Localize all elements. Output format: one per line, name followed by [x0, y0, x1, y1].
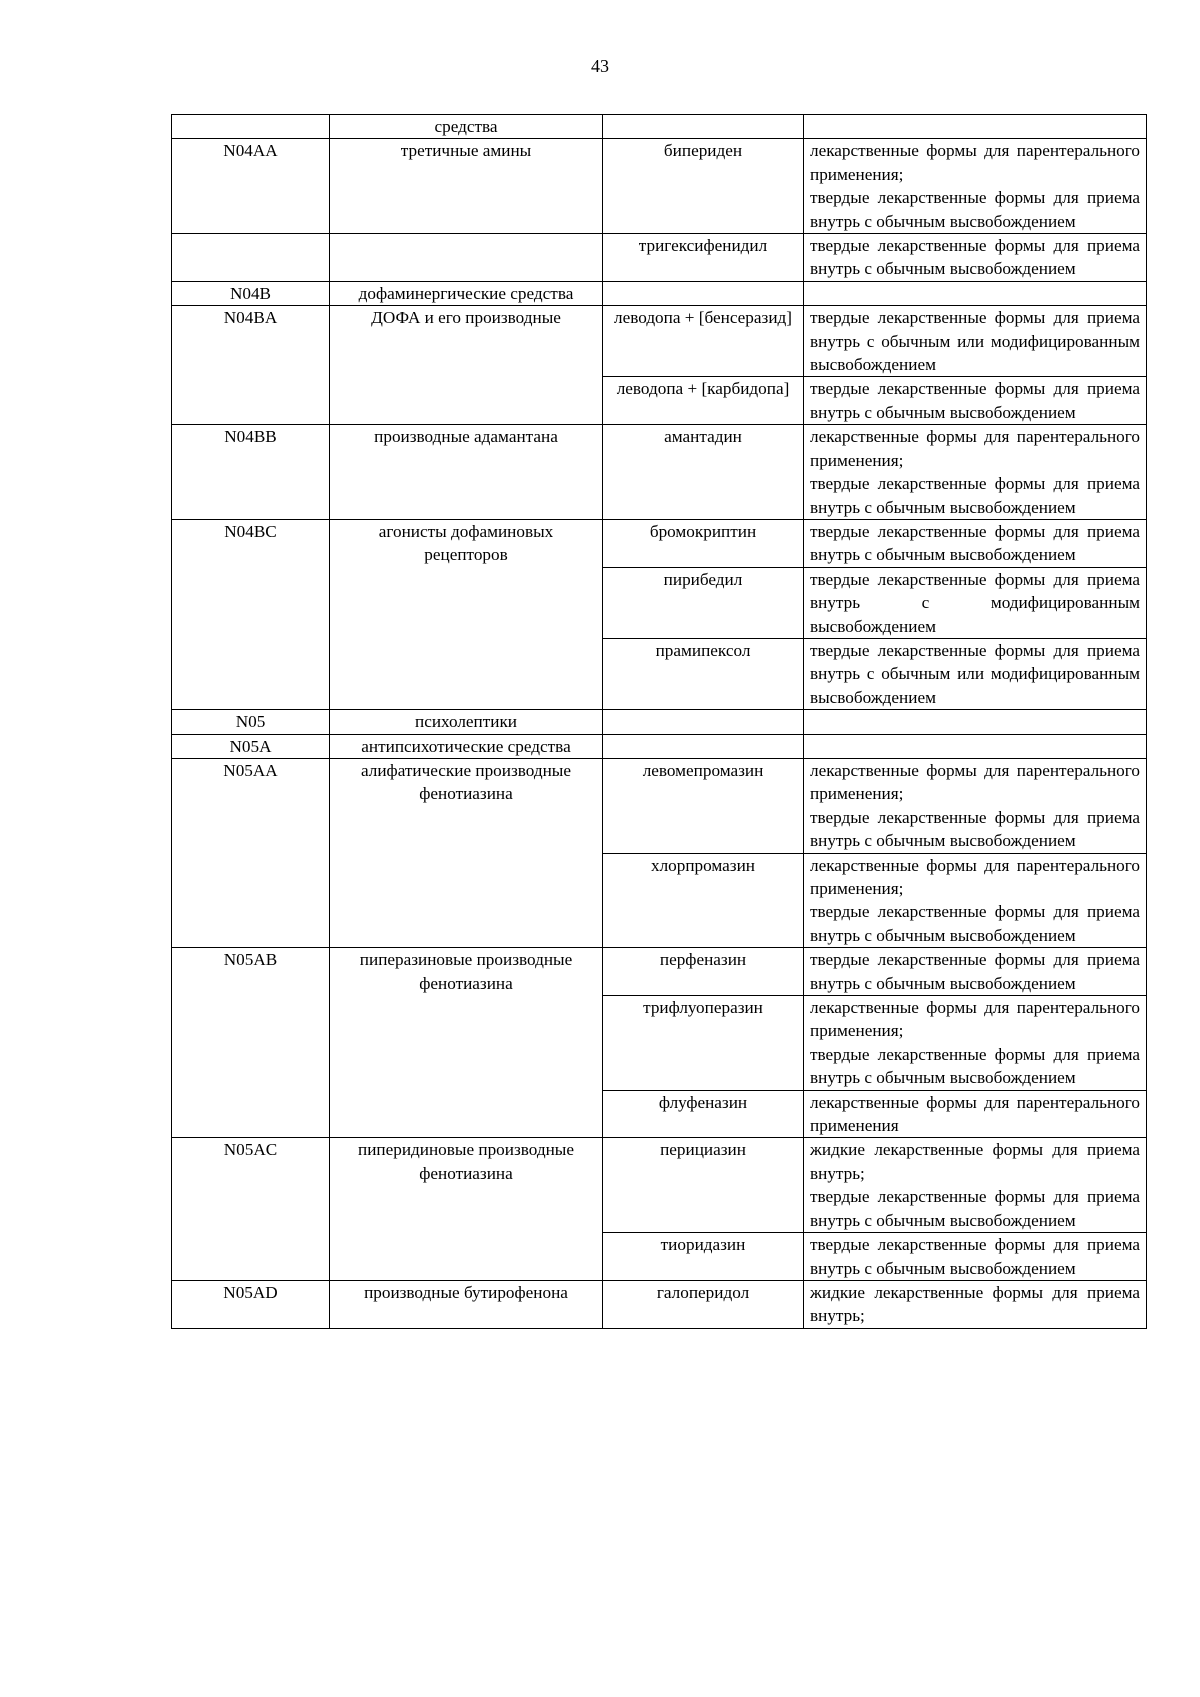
table-row — [172, 948, 1147, 996]
drug-name-cell: леводопа + [бенсеразид] — [603, 306, 804, 377]
drug-name-cell: бромокриптин — [603, 519, 804, 567]
drug-name-cell: амантадин — [603, 425, 804, 520]
drug-name-cell: пирибедил — [603, 567, 804, 638]
atc-code-cell: N04BB — [172, 425, 330, 520]
table-row — [172, 758, 1147, 853]
drug-name-cell — [603, 710, 804, 734]
drug-name-cell: флуфеназин — [603, 1090, 804, 1138]
anatomical-group-cell: третичные амины — [330, 139, 603, 234]
table-row — [172, 1280, 1147, 1328]
dosage-form-text: твердые лекарственные формы для приема внутрь с обычным или модифицированным высвобождением — [810, 308, 1140, 375]
drug-name-cell: перициазин — [603, 1138, 804, 1233]
anatomical-group-cell: пиперидиновые производные фенотиазина — [330, 1138, 603, 1280]
anatomical-group-cell: алифатические производные фенотиазина — [330, 758, 603, 947]
dosage-form-text: лекарственные формы для парентерального применения; — [810, 141, 1140, 184]
atc-code-cell: N04BC — [172, 519, 330, 709]
dosage-form-text: твердые лекарственные формы для приема внутрь с обычным высвобождением — [810, 1235, 1140, 1278]
atc-code-cell: N05 — [172, 710, 330, 734]
dosage-form-text: твердые лекарственные формы для приема внутрь с обычным высвобождением — [810, 236, 1140, 279]
drug-name-cell: левомепромазин — [603, 758, 804, 853]
drug-name-cell: тригексифенидил — [603, 234, 804, 282]
drug-name-cell: тиоридазин — [603, 1233, 804, 1281]
dosage-form-text: твердые лекарственные формы для приема внутрь с обычным или модифицированным высвобождением — [810, 640, 1140, 707]
dosage-form-cell — [804, 853, 1147, 948]
dosage-form-cell — [804, 567, 1147, 638]
atc-code-cell: N05AB — [172, 948, 330, 1138]
table-row — [172, 519, 1147, 567]
dosage-form-cell — [804, 1090, 1147, 1138]
anatomical-group-cell: антипсихотические средства — [330, 734, 603, 758]
dosage-form-text: твердые лекарственные формы для приема внутрь с обычным высвобождением — [810, 1044, 1140, 1088]
drug-name-cell — [603, 734, 804, 758]
table-row — [172, 115, 1147, 139]
atc-code-cell: N05AA — [172, 758, 330, 947]
dosage-form-cell — [804, 281, 1147, 305]
anatomical-group-cell: производные бутирофенона — [330, 1280, 603, 1328]
drug-name-cell: прамипексол — [603, 638, 804, 709]
atc-code-cell: N04BA — [172, 306, 330, 425]
dosage-form-text: твердые лекарственные формы для приема внутрь с обычным высвобождением — [810, 902, 1140, 945]
anatomical-group-cell: средства — [330, 115, 603, 139]
dosage-form-text: лекарственные формы для парентерального применения; — [810, 855, 1140, 898]
dosage-form-text: лекарственные формы для парентерального применения; — [810, 998, 1140, 1041]
dosage-form-cell — [804, 710, 1147, 734]
drug-table-body — [172, 115, 1147, 1329]
table-row — [172, 710, 1147, 734]
dosage-form-cell — [804, 234, 1147, 282]
dosage-form-cell — [804, 425, 1147, 520]
atc-code-cell — [172, 115, 330, 139]
dosage-form-text: твердые лекарственные формы для приема внутрь с обычным высвобождением — [810, 521, 1140, 565]
dosage-form-text: твердые лекарственные формы для приема внутрь с модифицированным высвобождением — [810, 569, 1140, 636]
drug-name-cell: трифлуоперазин — [603, 996, 804, 1091]
anatomical-group-cell: пиперазиновые производные фенотиазина — [330, 948, 603, 1138]
anatomical-group-cell: агонисты дофаминовых рецепторов — [330, 519, 603, 709]
dosage-form-cell — [804, 139, 1147, 234]
atc-code-cell: N05AC — [172, 1138, 330, 1280]
dosage-form-cell — [804, 306, 1147, 377]
dosage-form-cell — [804, 948, 1147, 996]
drug-name-cell: леводопа + [карбидопа] — [603, 377, 804, 425]
dosage-form-text: лекарственные формы для парентерального применения; — [810, 760, 1140, 804]
dosage-form-cell — [804, 638, 1147, 709]
table-row — [172, 425, 1147, 520]
dosage-form-cell — [804, 1280, 1147, 1328]
atc-code-cell: N04B — [172, 281, 330, 305]
dosage-form-cell — [804, 519, 1147, 567]
anatomical-group-cell: психолептики — [330, 710, 603, 734]
dosage-form-cell — [804, 115, 1147, 139]
anatomical-group-cell: ДОФА и его производные — [330, 306, 603, 425]
atc-code-cell: N04AA — [172, 139, 330, 234]
dosage-form-text: твердые лекарственные формы для приема внутрь с обычным высвобождением — [810, 188, 1140, 231]
drug-name-cell: перфеназин — [603, 948, 804, 996]
table-row — [172, 234, 1147, 282]
dosage-form-text: твердые лекарственные формы для приема внутрь с обычным высвобождением — [810, 379, 1140, 422]
dosage-form-text: твердые лекарственные формы для приема внутрь с обычным высвобождением — [810, 950, 1140, 993]
dosage-form-text: лекарственные формы для парентерального применения; — [810, 427, 1140, 470]
dosage-form-text: твердые лекарственные формы для приема внутрь с обычным высвобождением — [810, 1187, 1140, 1230]
dosage-form-text: твердые лекарственные формы для приема внутрь с обычным высвобождением — [810, 807, 1140, 851]
anatomical-group-cell: дофаминергические средства — [330, 281, 603, 305]
dosage-form-text: жидкие лекарственные формы для приема внутрь; — [810, 1140, 1140, 1183]
anatomical-group-cell — [330, 234, 603, 282]
dosage-form-cell — [804, 1233, 1147, 1281]
dosage-form-text: лекарственные формы для парентерального применения — [810, 1092, 1140, 1136]
drug-name-cell — [603, 281, 804, 305]
page-number: 43 — [591, 56, 609, 76]
table-row — [172, 281, 1147, 305]
anatomical-group-cell: производные адамантана — [330, 425, 603, 520]
dosage-form-text: твердые лекарственные формы для приема внутрь с обычным высвобождением — [810, 474, 1140, 517]
dosage-form-cell — [804, 996, 1147, 1091]
atc-code-cell — [172, 234, 330, 282]
drug-name-cell — [603, 115, 804, 139]
dosage-form-cell — [804, 758, 1147, 853]
dosage-form-cell — [804, 377, 1147, 425]
table-row — [172, 306, 1147, 377]
drug-name-cell: хлорпромазин — [603, 853, 804, 948]
drug-name-cell: бипериден — [603, 139, 804, 234]
drug-table — [171, 114, 1147, 1329]
table-row — [172, 139, 1147, 234]
dosage-form-cell — [804, 734, 1147, 758]
dosage-form-text: жидкие лекарственные формы для приема внутрь; — [810, 1282, 1140, 1326]
atc-code-cell: N05AD — [172, 1280, 330, 1328]
drug-name-cell: галоперидол — [603, 1280, 804, 1328]
dosage-form-cell — [804, 1138, 1147, 1233]
table-row — [172, 1138, 1147, 1233]
atc-code-cell: N05A — [172, 734, 330, 758]
table-row — [172, 734, 1147, 758]
